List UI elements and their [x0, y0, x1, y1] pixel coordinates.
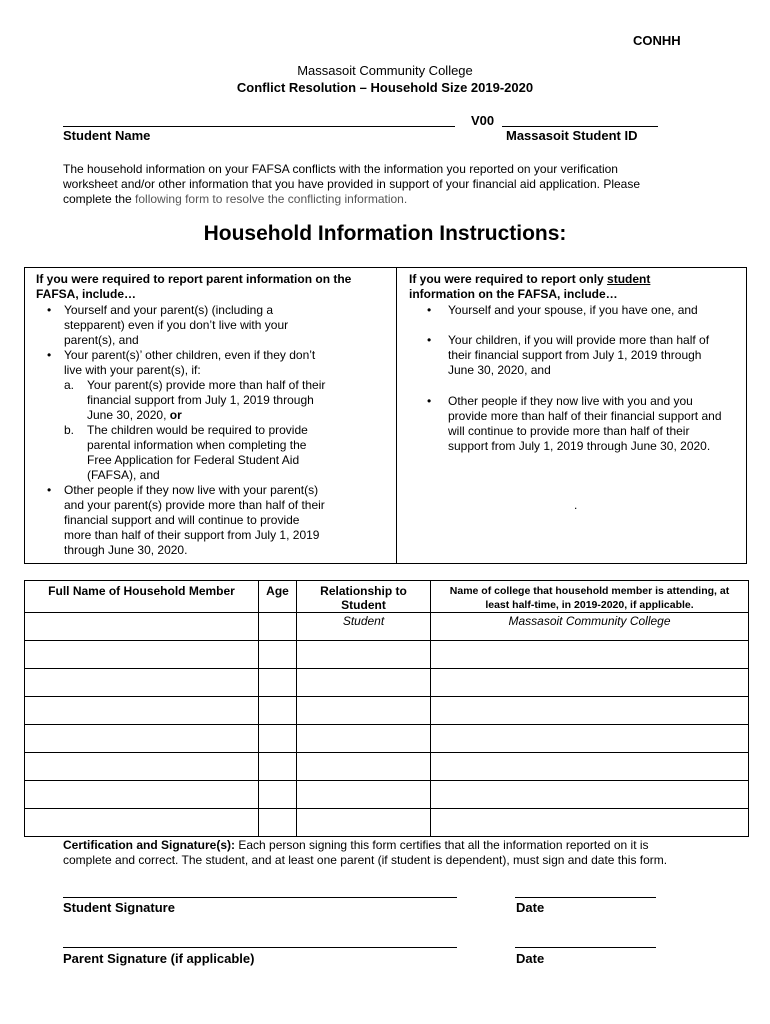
student-date-label: Date — [516, 900, 545, 915]
student-signature-label: Student Signature — [63, 900, 175, 915]
table-header-row — [25, 581, 749, 613]
table-row — [25, 781, 749, 809]
left-b3-line: Other people if they now live with your parent(s) — [64, 483, 319, 497]
left-a-line: Your parent(s) provide more than half of their — [87, 378, 326, 392]
student-signature-line[interactable] — [63, 897, 457, 898]
college-cell[interactable] — [431, 781, 749, 809]
right-bullet-2 — [448, 333, 709, 378]
student-name-label: Student Name — [63, 128, 151, 143]
left-b2-line: Your parent(s)’ other children, even if they don’t — [64, 348, 316, 362]
relationship-cell[interactable] — [297, 781, 431, 809]
header-college — [431, 581, 749, 613]
instructions-divider — [396, 267, 397, 564]
sub-marker-a: a. — [64, 378, 75, 392]
header-full-name: Full Name of Household Member — [25, 581, 259, 613]
student-name-line[interactable] — [63, 126, 455, 127]
left-a-line: financial support from July 1, 2019 through — [87, 393, 314, 407]
form-title: Conflict Resolution – Household Size 2019-2020 — [236, 80, 534, 95]
parent-date-line[interactable] — [515, 947, 656, 948]
name-cell[interactable] — [25, 809, 259, 837]
name-cell[interactable] — [25, 725, 259, 753]
right-head-student: student — [607, 272, 651, 286]
age-cell[interactable] — [259, 753, 297, 781]
left-b-line: Free Application for Federal Student Aid — [87, 453, 300, 467]
age-cell[interactable] — [259, 725, 297, 753]
bullet-icon: • — [47, 483, 52, 497]
age-cell[interactable] — [259, 697, 297, 725]
left-b1-line: parent(s), and — [64, 333, 139, 347]
certification-line-2: complete and correct. The student, and at least one parent (if student is dependent), must sign and date this form. — [63, 853, 668, 867]
intro-line-3b: following form to resolve the conflicting information. — [135, 192, 408, 206]
intro-line-2: worksheet and/or other information that you have provided in support of your financial aid application. Please — [63, 177, 641, 191]
table-row — [25, 725, 749, 753]
right-bullet-3 — [448, 394, 722, 454]
relationship-cell: Student — [297, 613, 431, 641]
bullet-icon: • — [47, 348, 52, 362]
table-row — [25, 613, 749, 641]
header-relationship — [297, 581, 431, 613]
parent-date-label: Date — [516, 951, 545, 966]
right-b3-line: Other people if they now live with you and you — [448, 394, 693, 408]
table-row — [25, 697, 749, 725]
header-rel-line-1: Relationship to — [320, 584, 407, 598]
certification-line-1: Each person signing this form certifies that all the information reported on it is — [235, 838, 649, 852]
student-id-label: Massasoit Student ID — [506, 128, 638, 143]
college-cell[interactable] — [431, 697, 749, 725]
left-b3-line: financial support and will continue to provide — [64, 513, 300, 527]
name-cell[interactable] — [25, 753, 259, 781]
relationship-cell[interactable] — [297, 809, 431, 837]
right-b3-line: support from July 1, 2019 through June 30, 2020. — [448, 439, 711, 453]
table-row — [25, 809, 749, 837]
table-row — [25, 753, 749, 781]
parent-signature-line[interactable] — [63, 947, 457, 948]
header-college-line-1: Name of college that household member is attending, at — [449, 585, 730, 597]
left-bullet-2 — [64, 348, 315, 378]
college-cell[interactable] — [431, 809, 749, 837]
table-row — [25, 669, 749, 697]
age-cell[interactable] — [259, 641, 297, 669]
left-b3-line: and your parent(s) provide more than half of their — [64, 498, 325, 512]
relationship-cell[interactable] — [297, 725, 431, 753]
right-head-line-1: If you were required to report only — [409, 272, 608, 286]
bullet-icon: • — [427, 303, 432, 317]
left-b1-line: stepparent) even if you don’t live with your — [64, 318, 289, 332]
name-cell[interactable] — [25, 697, 259, 725]
student-id-line[interactable] — [502, 126, 658, 127]
relationship-cell[interactable] — [297, 669, 431, 697]
age-cell[interactable] — [259, 809, 297, 837]
intro-line-1: The household information on your FAFSA conflicts with the information you reported on your verification — [63, 162, 618, 176]
left-b3-line: more than half of their support from July 1, 2019 — [64, 528, 320, 542]
right-b2-line: June 30, 2020, and — [448, 363, 551, 377]
right-b3-line: provide more than half of their financial support and — [448, 409, 722, 423]
left-b-line: parental information when completing the — [87, 438, 307, 452]
intro-line-3a: complete the — [63, 192, 136, 206]
sub-marker-b: b. — [64, 423, 75, 437]
name-cell[interactable] — [25, 641, 259, 669]
college-cell[interactable] — [431, 753, 749, 781]
right-b2-line: Your children, if you will provide more than half of — [448, 333, 710, 347]
relationship-cell[interactable] — [297, 641, 431, 669]
left-b2-line: live with your parent(s), if: — [64, 363, 201, 377]
left-a-or: or — [169, 408, 182, 422]
right-b2-line: their financial support from July 1, 2019 through — [448, 348, 702, 362]
table-row — [25, 641, 749, 669]
parent-signature-label: Parent Signature (if applicable) — [63, 951, 255, 966]
left-sub-a — [87, 378, 325, 423]
left-head-line-2: FAFSA, include… — [36, 287, 137, 301]
right-col-heading — [409, 272, 650, 302]
college-cell[interactable] — [431, 725, 749, 753]
right-b3-line: will continue to provide more than half of their — [448, 424, 690, 438]
left-b1-line: Yourself and your parent(s) (including a — [64, 303, 274, 317]
header-age: Age — [259, 581, 297, 613]
name-cell[interactable] — [25, 781, 259, 809]
left-col-heading — [36, 272, 351, 302]
bullet-icon: • — [427, 333, 432, 347]
relationship-cell[interactable] — [297, 753, 431, 781]
age-cell[interactable] — [259, 613, 297, 641]
left-sub-b — [87, 423, 308, 483]
left-a-line: June 30, 2020, — [87, 408, 170, 422]
right-head-line-2: information on the FAFSA, include… — [409, 287, 618, 301]
college-name: Massasoit Community College — [297, 63, 473, 78]
college-cell[interactable] — [431, 641, 749, 669]
instructions-heading: Household Information Instructions: — [203, 222, 567, 245]
stray-dot: . — [574, 498, 578, 512]
header-rel-line-2: Student — [341, 598, 386, 612]
left-b-line: (FAFSA), and — [87, 468, 160, 482]
intro-paragraph — [63, 162, 718, 207]
relationship-cell[interactable] — [297, 697, 431, 725]
student-date-line[interactable] — [515, 897, 656, 898]
college-cell: Massasoit Community College — [431, 613, 749, 641]
left-b3-line: through June 30, 2020. — [64, 543, 188, 557]
bullet-icon: • — [427, 394, 432, 408]
form-code: CONHH — [633, 33, 681, 48]
college-cell[interactable] — [431, 669, 749, 697]
left-head-line-1: If you were required to report parent information on the — [36, 272, 352, 286]
household-table — [24, 580, 749, 837]
left-b-line: The children would be required to provide — [87, 423, 308, 437]
id-prefix: V00 — [471, 113, 495, 128]
name-cell[interactable] — [25, 613, 259, 641]
certification-text — [63, 838, 723, 868]
age-cell[interactable] — [259, 781, 297, 809]
age-cell[interactable] — [259, 669, 297, 697]
certification-label: Certification and Signature(s): — [63, 838, 236, 852]
right-bullet-1: Yourself and your spouse, if you have one, and — [448, 303, 698, 317]
name-cell[interactable] — [25, 669, 259, 697]
bullet-icon: • — [47, 303, 52, 317]
header-college-line-2: least half-time, in 2019-2020, if applicable. — [485, 599, 694, 611]
left-bullet-1 — [64, 303, 288, 348]
left-bullet-3 — [64, 483, 325, 558]
